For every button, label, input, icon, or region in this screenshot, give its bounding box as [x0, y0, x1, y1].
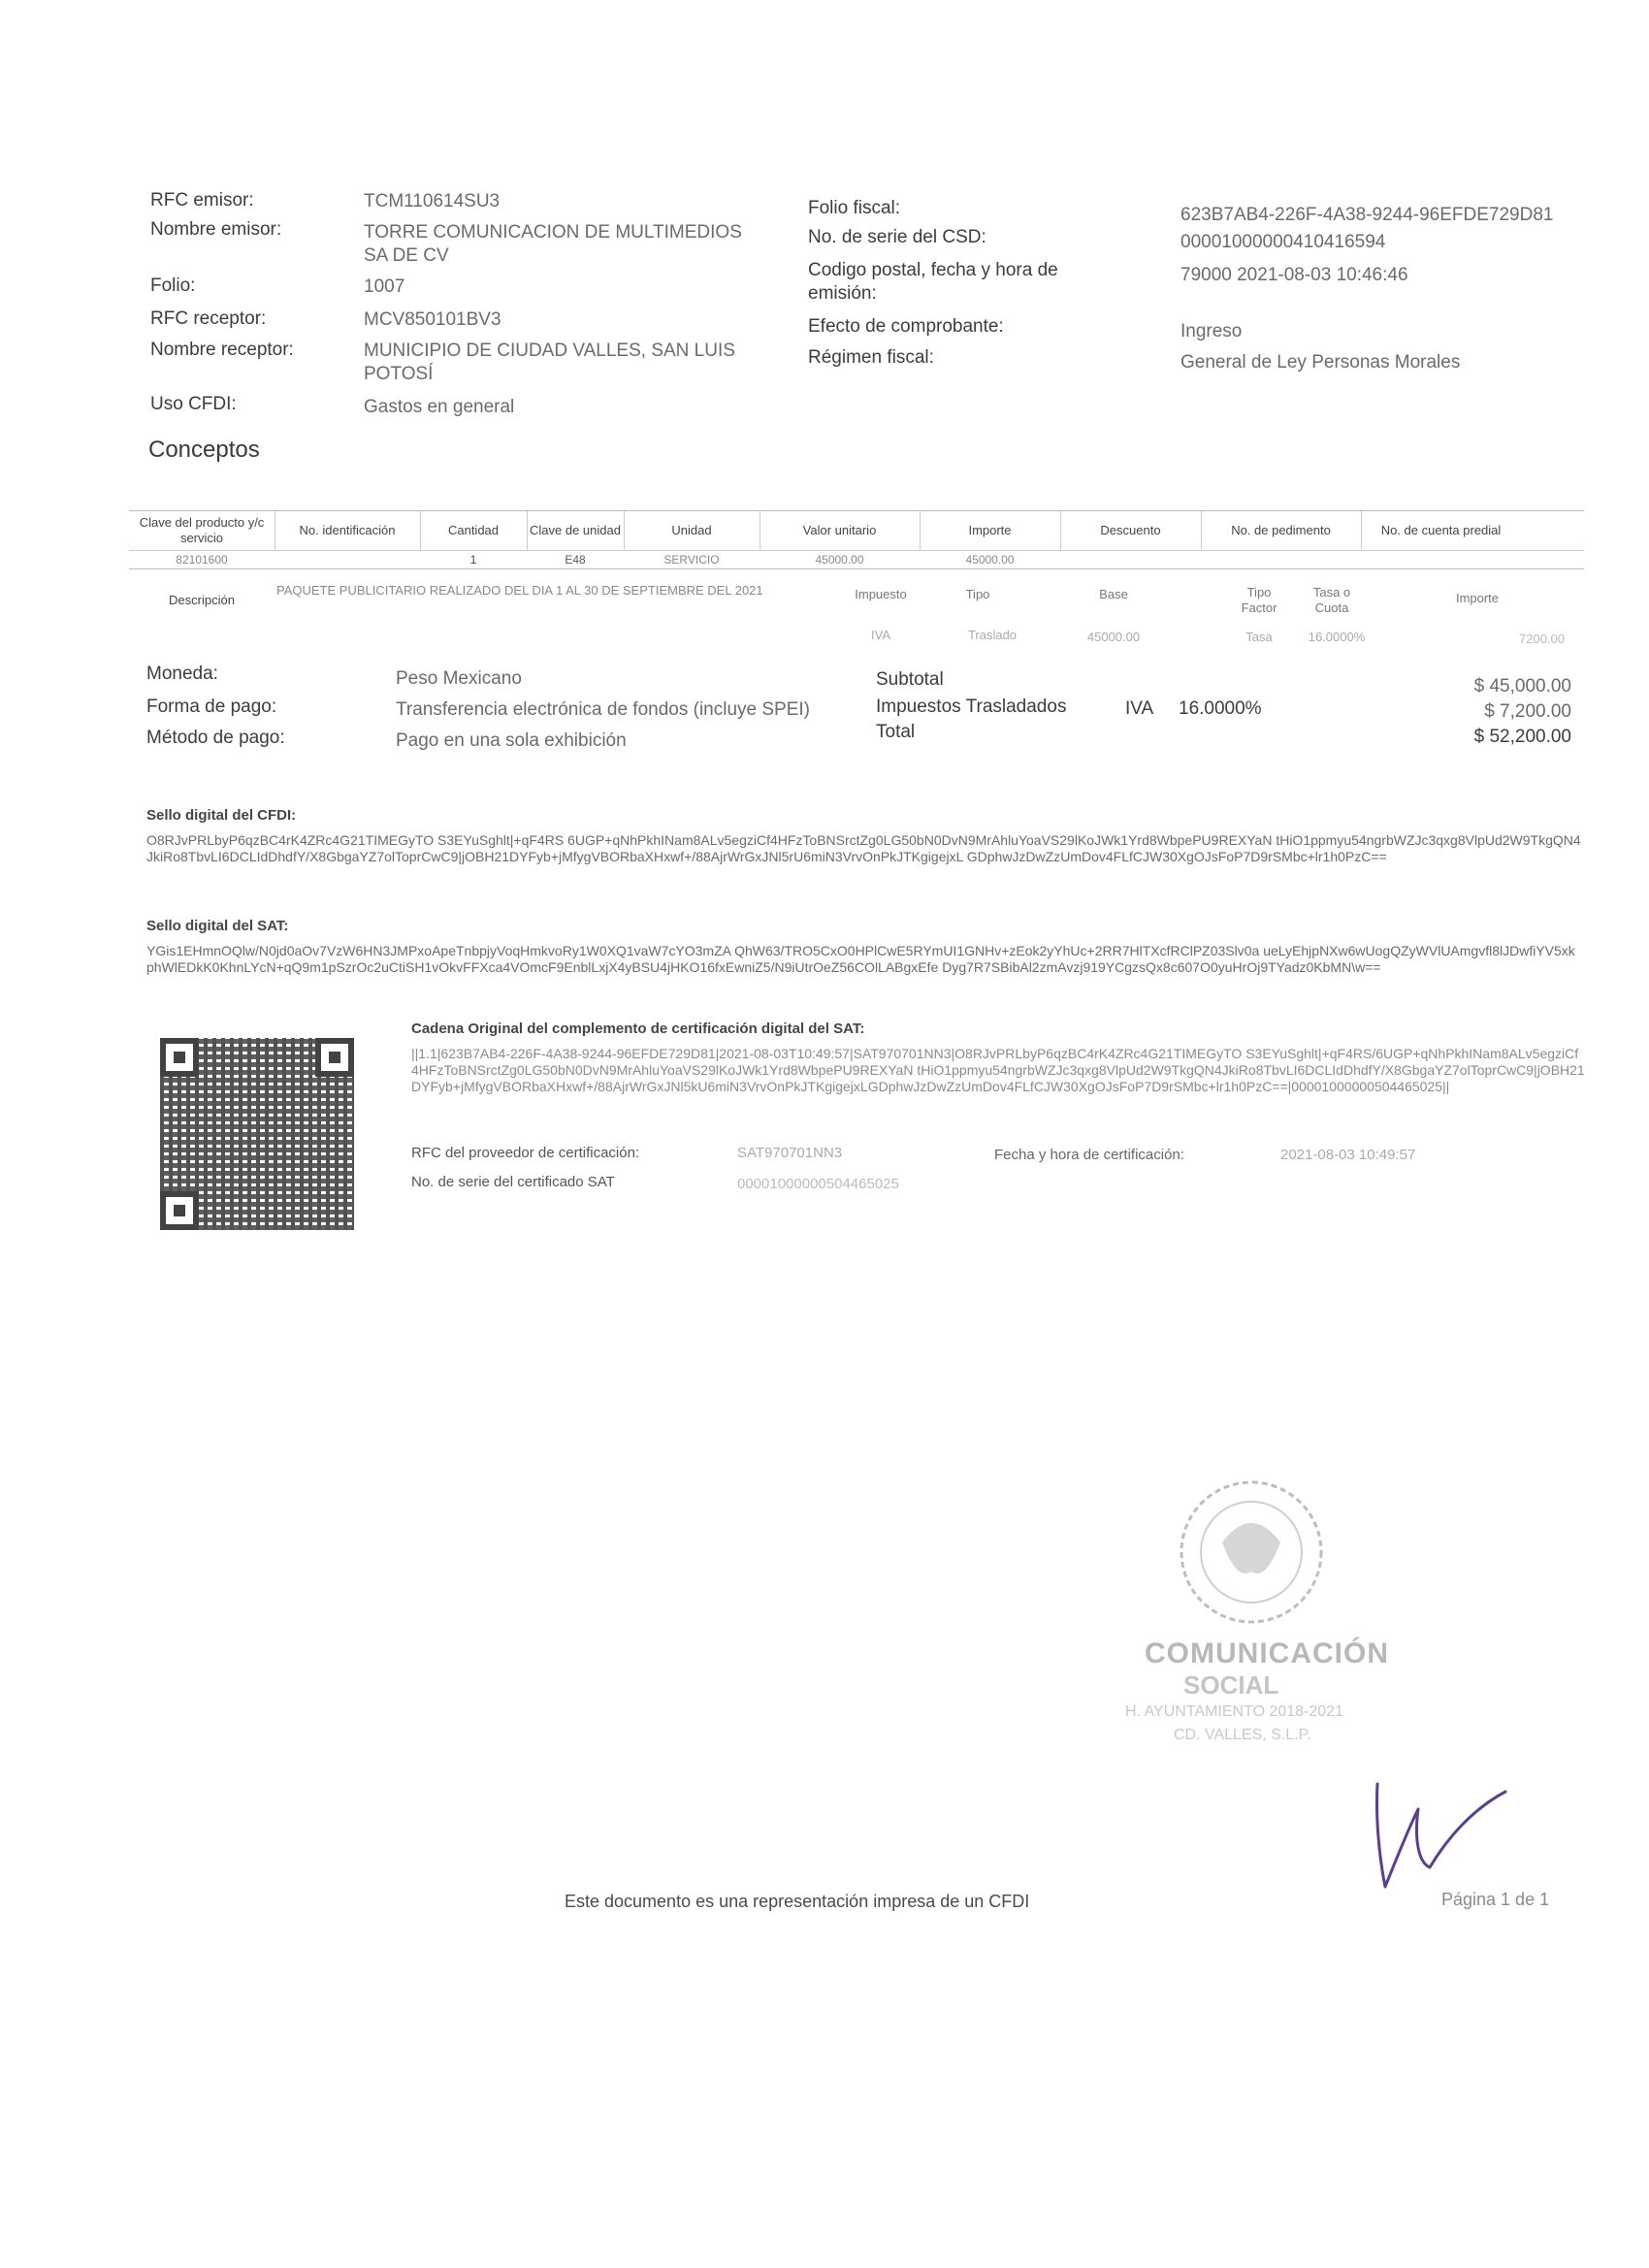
cell-clave-unidad: E48 [565, 553, 586, 567]
col-header-unidad: Unidad [624, 511, 760, 550]
cp-value: 79000 2021-08-03 10:46:46 [1180, 265, 1408, 285]
cell-cantidad: 1 [469, 553, 477, 567]
rfc-emisor-label: RFC emisor: [150, 190, 254, 211]
col-header-clave-producto: Clave del producto y/c servicio [129, 511, 275, 550]
tax-cell-tasa-cuota: 16.0000% [1308, 630, 1366, 644]
cell-clave-producto: 82101600 [176, 553, 228, 567]
impuestos-value: $ 7,200.00 [1484, 701, 1571, 722]
page-number: Página 1 de 1 [1441, 1890, 1550, 1909]
serie-certificado-sat-label: No. de serie del certificado SAT [411, 1174, 615, 1190]
descripcion-label: Descripción [169, 593, 235, 607]
tax-cell-base: 45000.00 [1086, 630, 1141, 644]
tax-cell-importe: 7200.00 [1519, 632, 1565, 646]
col-header-clave-unidad: Clave de unidad [527, 511, 625, 550]
moneda-label: Moneda: [146, 664, 218, 684]
col-header-descuento: Descuento [1060, 511, 1202, 550]
sello-sat-label: Sello digital del SAT: [146, 918, 289, 934]
tax-header-tipo-factor: Tipo Factor [1241, 585, 1277, 615]
handwritten-signature [1358, 1770, 1523, 1896]
metodo-pago-value: Pago en una sola exhibición [396, 730, 627, 751]
nombre-emisor-line1: TORRE COMUNICACION DE MULTIMEDIOS [364, 222, 742, 243]
conceptos-table [129, 510, 1584, 646]
col-header-importe: Importe [920, 511, 1061, 550]
folio-value: 1007 [364, 276, 405, 297]
cadena-original-value: ||1.1|623B7AB4-226F-4A38-9244-96EFDE729D81|2021-08-03T10:49:57|SAT970701NN3|O8RJvPRLbyP6qzBC4rK4ZRc4G21TIMEGyTO S3EYuSghlt|+qF4RS/6UGP+qNhPkhINam8ALv5egziCf4HFzToBNSrctZg0LG50bN0DvN9MrAhluYoaVS29lKoJWk1Yrd8WbpePU9REXYaN tHiO1ppmyu54ngrbWZJc3qxg8VlpUd2W9TkgQN4JkiRo8TbvLI6DCLIdDhdfY/X8GbgaYZ7olToprCwC9|jOBH21DYFyb+jMfygVBORbaXHxwf+/88AjrWrGxJNl5kU6miN3VrvOnPkJTKgigejxLGDphwJzDwZzUmDov4FLfCJW30XgOJsFoP7D9rSMbc+lr1h0PzC==|00001000000504465025|| [411, 1046, 1585, 1094]
rfc-proveedor-value: SAT970701NN3 [737, 1145, 843, 1161]
qr-finder-pattern [160, 1038, 199, 1077]
col-header-cuenta-predial: No. de cuenta predial [1380, 523, 1502, 537]
cp-label-line2: emisión: [808, 283, 877, 304]
seal-line3: H. AYUNTAMIENTO 2018-2021 [1125, 1703, 1343, 1720]
metodo-pago-label: Método de pago: [146, 728, 285, 748]
folio-label: Folio: [150, 275, 196, 296]
cell-valor-unitario: 45000.00 [815, 553, 864, 567]
tax-header-impuesto: Impuesto [855, 587, 907, 601]
moneda-value: Peso Mexicano [396, 668, 522, 689]
tax-cell-impuesto: IVA [871, 628, 890, 642]
cell-importe: 45000.00 [965, 553, 1015, 567]
rfc-receptor-value: MCV850101BV3 [364, 309, 501, 330]
sello-cfdi-label: Sello digital del CFDI: [146, 807, 297, 824]
uso-cfdi-value: Gastos en general [364, 397, 515, 417]
seal-line2: SOCIAL [1183, 1670, 1279, 1700]
col-header-no-pedimento: No. de pedimento [1201, 511, 1362, 550]
table-row [129, 550, 1584, 569]
serie-certificado-sat-value: 00001000000504465025 [737, 1176, 899, 1192]
folio-fiscal-label: Folio fiscal: [808, 198, 901, 218]
serie-csd-label: No. de serie del CSD: [808, 227, 986, 247]
fecha-certificacion-label: Fecha y hora de certificación: [994, 1147, 1184, 1163]
regimen-label: Régimen fiscal: [808, 347, 934, 368]
nombre-receptor-line1: MUNICIPIO DE CIUDAD VALLES, SAN LUIS [364, 340, 735, 361]
iva-rate: 16.0000% [1179, 698, 1262, 719]
col-header-cantidad: Cantidad [420, 511, 528, 550]
tax-header-tasa-cuota: Tasa o Cuota [1312, 585, 1351, 615]
tax-header-base: Base [1099, 587, 1128, 601]
sello-cfdi-value: O8RJvPRLbyP6qzBC4rK4ZRc4G21TIMEGyTO S3EYuSghlt|+qF4RS 6UGP+qNhPkhINam8ALv5egziCf4HFzToBNSrctZg0LG50bN0DvN9MrAhluYoaVS29lKoJWk1Yrd8WbpePU9REXYaN tHiO1ppmyu54ngrbWZJc3qxg8VlpUd2W9TkgQN4JkiRo8TbvLI6DCLIdDhdfY/X8GbgaYZ7olToprCwC9|jOBH21DYFyb+jMfygVBORbaXHxwf+/88AjrWrGxJNl5rU6miN3VrvOnPkJTKgigejxL GDphwJzDwZzUmDov4FLfCJW30XgOJsFoP7D9rSMbc+lr1h0PzC== [146, 832, 1581, 864]
efecto-value: Ingreso [1180, 321, 1243, 341]
rfc-receptor-label: RFC receptor: [150, 308, 267, 329]
fecha-certificacion-value: 2021-08-03 10:49:57 [1280, 1147, 1416, 1163]
tax-header-tipo: Tipo [965, 587, 990, 601]
qr-finder-pattern [315, 1038, 354, 1077]
col-header-no-identificacion: No. identificación [275, 511, 421, 550]
subtotal-value: $ 45,000.00 [1473, 676, 1571, 697]
col-header-valor-unitario: Valor unitario [760, 511, 921, 550]
tax-header-importe: Importe [1455, 591, 1500, 605]
iva-label: IVA [1125, 698, 1154, 719]
nombre-receptor-line2: POTOSÍ [364, 364, 434, 384]
cadena-original-label: Cadena Original del complemento de certificación digital del SAT: [411, 1021, 865, 1037]
tax-cell-tipo: Traslado [967, 628, 1018, 642]
tax-cell-tipo-factor: Tasa [1245, 630, 1273, 644]
regimen-value: General de Ley Personas Morales [1180, 352, 1461, 373]
official-seal-stamp [1067, 1474, 1389, 1785]
uso-cfdi-label: Uso CFDI: [150, 394, 237, 414]
folio-fiscal-value: 623B7AB4-226F-4A38-9244-96EFDE729D81 [1180, 205, 1554, 225]
footer-leyenda: Este documento es una representación impresa de un CFDI [565, 1892, 1030, 1911]
impuestos-label: Impuestos Trasladados [876, 697, 1067, 717]
total-label: Total [876, 722, 916, 742]
cell-unidad: SERVICIO [663, 553, 720, 567]
forma-pago-value: Transferencia electrónica de fondos (incluye SPEI) [396, 699, 811, 720]
rfc-emisor-value: TCM110614SU3 [364, 191, 501, 211]
efecto-label: Efecto de comprobante: [808, 316, 1004, 337]
subtotal-label: Subtotal [876, 669, 944, 690]
qr-code [160, 1038, 354, 1230]
rfc-proveedor-label: RFC del proveedor de certificación: [411, 1145, 640, 1161]
nombre-emisor-label: Nombre emisor: [150, 219, 282, 240]
cell-cuenta-predial [1361, 551, 1521, 568]
cp-label-line1: Codigo postal, fecha y hora de [808, 260, 1058, 280]
descripcion-text: PAQUETE PUBLICITARIO REALIZADO DEL DIA 1 AL 30 DE SEPTIEMBRE DEL 2021 [276, 583, 763, 598]
cell-descuento [1060, 551, 1201, 568]
cell-no-pedimento [1201, 551, 1361, 568]
qr-finder-pattern [160, 1191, 199, 1230]
cell-no-identificacion [275, 551, 420, 568]
sello-sat-value: YGis1EHmnOQlw/N0jd0aOv7VzW6HN3JMPxoApeTnbpjyVoqHmkvoRy1W0XQ1vaW7cYO3mZA QhW63/TRO5CxO0HPlCwE5RYmUI1GNHv+zEok2yYhUc+2RR7HlTXcfRClPZ03Slv0a ueLyEhjpNXw6wUogQZyWVlUAmgvfl8lJDwfiYV5xkphWlEDkK0KhnLYcN+qQ9m1pSzrOc2uCtiSH1vOkvFFXca4VOmcF9EnblLxjX4yBSU4jHKO16fxEwniZ5/N9iUtrOeZ56COlLABgxEfe Dyg7R7SBibAl2zmAvzj919YCgzsQx8c607O0yuHrOj9TYadz0KbMN\w== [146, 943, 1575, 975]
seal-line1: COMUNICACIÓN [1145, 1637, 1389, 1669]
total-value: $ 52,200.00 [1473, 727, 1571, 747]
nombre-receptor-label: Nombre receptor: [150, 340, 294, 360]
seal-line4: CD. VALLES, S.L.P. [1174, 1727, 1311, 1743]
conceptos-title: Conceptos [148, 437, 260, 463]
forma-pago-label: Forma de pago: [146, 697, 277, 717]
serie-csd-value: 00001000000410416594 [1180, 232, 1386, 252]
nombre-emisor-line2: SA DE CV [364, 245, 449, 266]
